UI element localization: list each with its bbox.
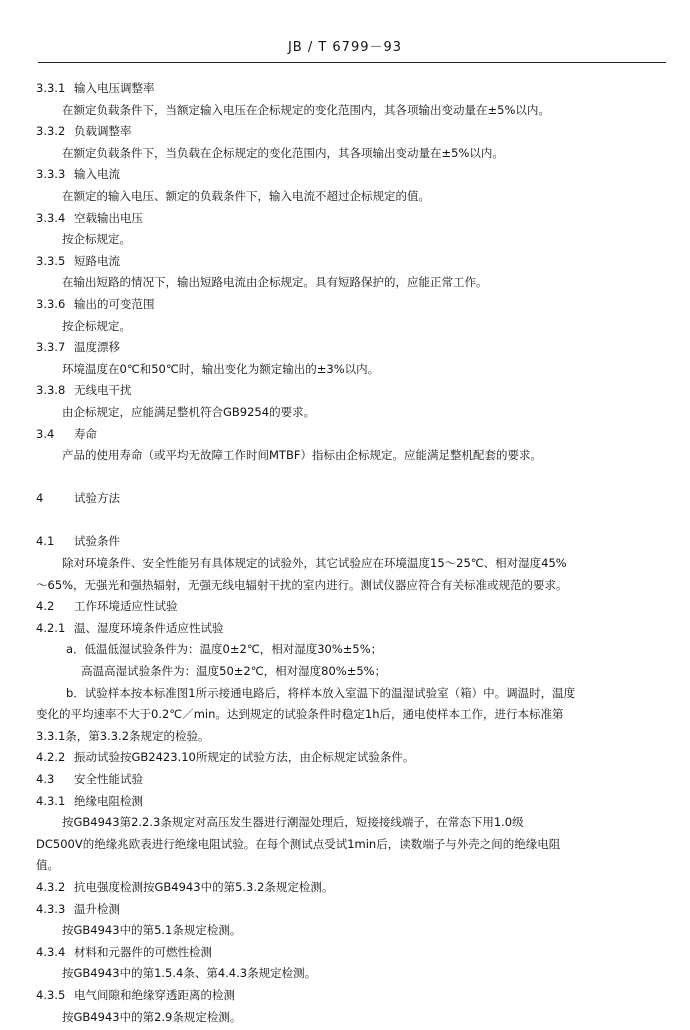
header-rule [38,62,666,63]
paragraph-line: 产品的使用寿命（或平均无故障工作时间MTBF）指标由企标规定。应能满足整机配套的要求。 [62,448,542,463]
paragraph-line: 按GB4943中的第5.1条规定检测。 [62,923,242,938]
paragraph-line: 在额定负载条件下，当负载在企标规定的变化范围内，其各项输出变动量在±5%以内。 [62,145,504,160]
clause-title: 温升检测 [74,901,120,916]
clause-number: 3.3.5 [36,253,66,268]
clause-number: 4.3.1 [36,793,66,808]
clause-number: 4.3.2 [36,879,66,894]
standard-header: JB / T 6799－93 [287,40,403,55]
paragraph-continuation: 3.3.1条，第3.3.2条规定的检验。 [36,728,210,743]
clause-number: 3.3.2 [36,124,66,139]
clause-heading [36,901,672,923]
clause-heading [36,879,672,901]
clause-heading [36,80,672,102]
paragraph-line: 在输出短路的情况下，输出短路电流由企标规定。具有短路保护的，应能正常工作。 [62,275,488,290]
clause-number: 3.3.7 [36,340,66,355]
clause-heading [36,490,672,512]
clause-heading [36,598,672,620]
paragraph-line: 按企标规定。 [62,318,131,333]
clause-title: 寿命 [74,426,97,441]
clause-heading [36,944,672,966]
clause-number: 4.2.1 [36,620,66,635]
clause-number: 4.3.3 [36,901,66,916]
clause-title: 安全性能试验 [74,772,143,786]
section-spacer [36,512,672,534]
clause-number: 4.2 [36,599,55,614]
clause-heading [36,210,672,232]
clause-title: 抗电强度检测按GB4943中的第5.3.2条规定检测。 [74,879,334,894]
clause-heading [36,253,672,275]
clause-heading [36,166,672,188]
paragraph-continuation: 值。 [36,858,59,873]
clause-title: 材料和元器件的可燃性检测 [74,944,212,959]
paragraph-line: 在额定负载条件下，当额定输入电压在企标规定的变化范围内，其各项输出变动量在±5%以内。 [62,102,550,117]
clause-heading [36,382,672,404]
clause-number: 3.4 [36,426,55,441]
paragraph-line: 在额定的输入电压、额定的负载条件下，输入电流不超过企标规定的值。 [62,188,430,203]
paragraph-line: 高温高湿试验条件为：温度50±2℃，相对湿度80%±5%； [66,664,387,679]
paragraph-continuation: ～65%，无强光和强热辐射，无强无线电辐射干扰的室内进行。测试仪器应符合有关标准或规范的要求。 [36,577,568,592]
clause-title: 短路电流 [74,253,120,268]
paragraph-line: 除对环境条件、安全性能另有具体规定的试验外，其它试验应在环境温度15～25℃、相对湿度45% [62,556,567,571]
clause-heading [36,793,672,815]
clause-number: 3.3.1 [36,81,66,95]
clause-title: 工作环境适应性试验 [74,599,178,614]
clause-title: 负载调整率 [74,124,132,139]
clause-title: 电气间隙和绝缘穿透距离的检测 [74,987,235,1002]
clause-title: 无线电干扰 [74,383,132,398]
clause-number: 4 [36,491,44,506]
clause-number: 3.3.6 [36,296,66,311]
clause-title: 输出的可变范围 [74,296,155,311]
paragraph-line: 按企标规定。 [62,232,131,247]
clause-title: 输入电压调整率 [74,81,155,95]
clause-heading [36,533,672,555]
clause-heading [36,426,672,448]
clause-number: 4.3.5 [36,987,66,1002]
clause-heading [36,620,672,642]
clause-title: 输入电流 [74,167,120,182]
paragraph-continuation: DC500V的绝缘兆欧表进行绝缘电阻试验。在每个测试点受试1min后，读数端子与外壳之间的绝缘电阻 [36,836,561,851]
paragraph-line: 按GB4943中的第1.5.4条、第4.4.3条规定检测。 [62,966,317,981]
clause-number: 4.2.2 [36,750,66,765]
clause-title: 温、湿度环境条件适应性试验 [74,620,224,635]
clause-heading [36,987,672,1009]
clause-number: 3.3.3 [36,167,66,182]
clause-title: 空载输出电压 [74,210,143,225]
clause-number: 3.3.8 [36,383,66,398]
section-spacer [36,469,672,491]
clause-heading [36,339,672,361]
clause-title: 温度漂移 [74,340,120,355]
clause-title: 绝缘电阻检测 [74,793,143,808]
clause-title: 试验方法 [74,491,120,506]
clause-number: 4.3.4 [36,944,66,959]
paragraph-line: 环境温度在0℃和50℃时，输出变化为额定输出的±3%以内。 [62,361,380,376]
document-body [36,80,672,1030]
paragraph-line: 按GB4943中的第2.9条规定检测。 [62,1009,242,1024]
clause-heading [36,296,672,318]
paragraph-line: b．试验样本按本标准图1所示接通电路后，将样本放入室温下的温湿试验室（箱）中。调温时，温度 [66,685,576,700]
clause-title: 振动试验按GB2423.10所规定的试验方法，由企标规定试验条件。 [74,750,415,765]
clause-title: 试验条件 [74,534,120,549]
paragraph-line: a．低温低湿试验条件为：温度0±2℃，相对湿度30%±5%； [66,642,383,657]
clause-number: 3.3.4 [36,210,66,225]
clause-heading [36,123,672,145]
clause-heading [36,771,672,793]
clause-number: 4.1 [36,534,55,549]
paragraph-continuation: 变化的平均速率不大于0.2℃／min。达到规定的试验条件时稳定1h后，通电使样本工作，进行本标准第 [36,707,564,722]
clause-heading [36,749,672,771]
clause-number: 4.3 [36,772,55,786]
paragraph-line: 由企标规定，应能满足整机符合GB9254的要求。 [62,404,316,419]
paragraph-line: 按GB4943第2.2.3条规定对高压发生器进行潮湿处理后，短接接线端子，在常态下用1.0级 [62,815,524,830]
